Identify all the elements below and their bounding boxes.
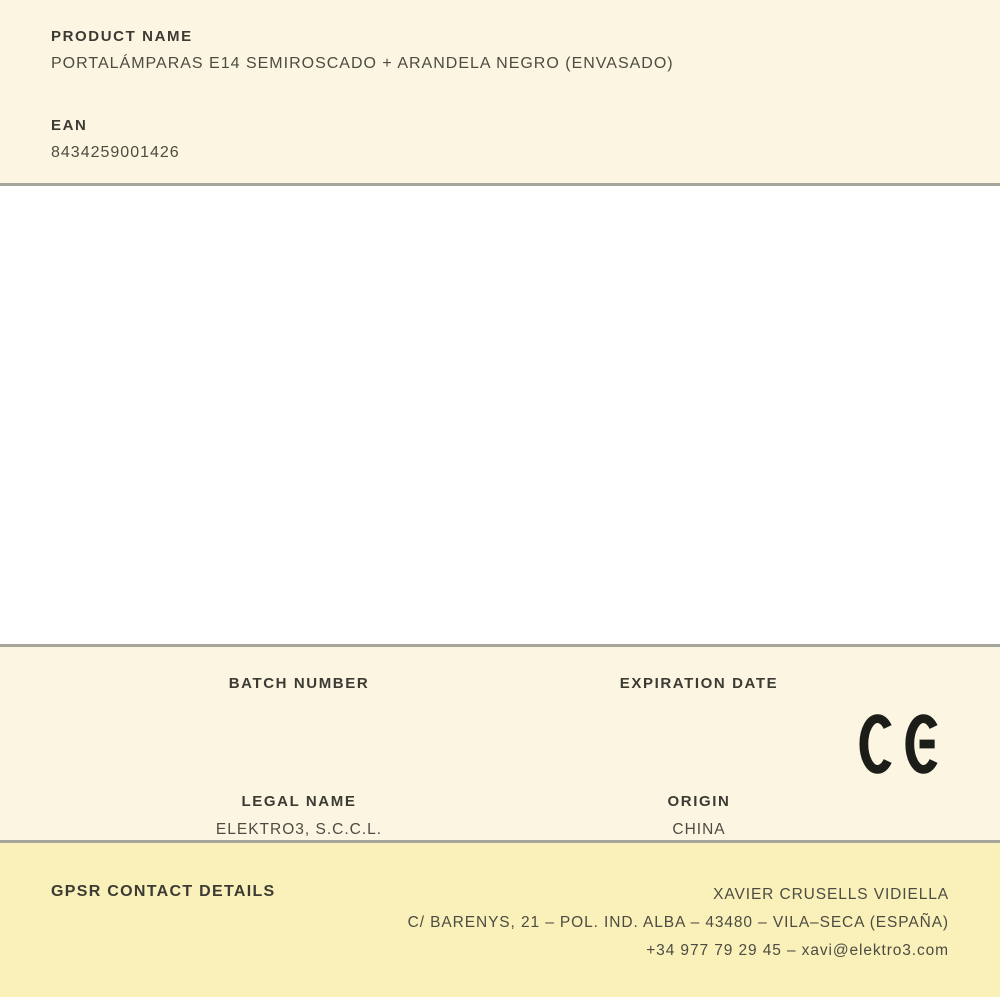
details-row-batch-expiration [0, 674, 1000, 722]
legal-name-label: LEGAL NAME [241, 793, 357, 810]
product-name-label: PRODUCT NAME [51, 28, 193, 45]
batch-number-value [99, 701, 499, 722]
origin-label: ORIGIN [667, 793, 731, 810]
product-name-value: PORTALÁMPARAS E14 SEMIROSCADO + ARANDELA NEGRO (ENVASADO) [51, 55, 674, 72]
expiration-date-field [499, 674, 899, 722]
product-name-field [51, 27, 949, 75]
expiration-date-value [499, 701, 899, 722]
image-placeholder-area [0, 186, 1000, 644]
product-header-section [0, 0, 1000, 186]
gpsr-contact-name: XAVIER CRUSELLS VIDIELLA [713, 886, 949, 903]
gpsr-contact-block [408, 881, 949, 965]
ean-value: 8434259001426 [51, 144, 180, 161]
origin-value: CHINA [672, 821, 726, 838]
details-section [0, 644, 1000, 843]
origin-field [499, 792, 899, 840]
expiration-date-label: EXPIRATION DATE [619, 675, 779, 692]
details-row-legal-origin [0, 792, 1000, 840]
ean-field [51, 116, 949, 164]
legal-name-field [99, 792, 499, 840]
batch-number-field [99, 674, 499, 722]
batch-number-label: BATCH NUMBER [228, 675, 370, 692]
gpsr-contact-phone-email: +34 977 79 29 45 – xavi@elektro3.com [646, 942, 949, 959]
gpsr-contact-address: C/ BARENYS, 21 – POL. IND. ALBA – 43480 – VILA–SECA (ESPAÑA) [407, 914, 949, 931]
legal-name-value: ELEKTRO3, S.C.C.L. [215, 821, 383, 838]
ean-label: EAN [51, 117, 88, 134]
gpsr-contact-details-label: GPSR CONTACT DETAILS [51, 883, 276, 900]
gpsr-section [0, 843, 1000, 997]
ce-marking-icon [858, 713, 942, 775]
